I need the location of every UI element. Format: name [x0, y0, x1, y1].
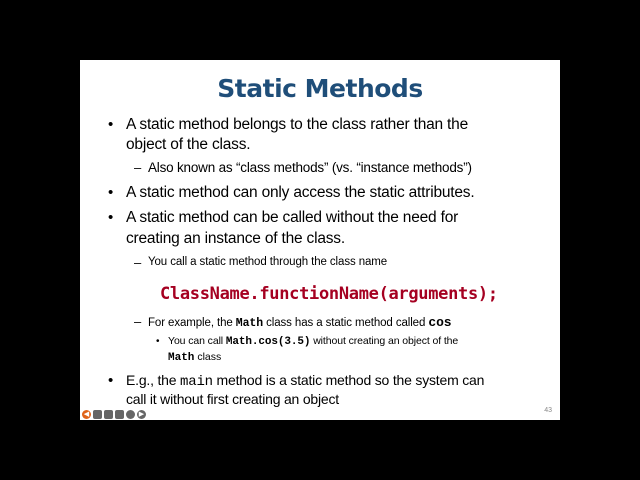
bullet-3-line-1: A static method can be called without the need for	[126, 209, 459, 226]
slide-number: 43	[544, 407, 552, 414]
code-cos: cos	[428, 315, 452, 330]
text: class has a static method called	[263, 317, 429, 329]
code-math: Math	[168, 352, 195, 364]
back-icon[interactable]: ◀	[83, 410, 90, 418]
bullet-1-line-2: object of the class.	[126, 136, 251, 153]
slide	[80, 60, 560, 420]
bullet-1-line-1: A static method belongs to the class rather than the	[126, 116, 469, 133]
bullet-3-subsub-line-2	[168, 351, 221, 364]
subsub-glyph: •	[156, 336, 160, 347]
bullet-glyph: •	[108, 116, 114, 133]
bullet-3-line-2: creating an instance of the class.	[126, 230, 345, 247]
dash-glyph: –	[134, 314, 142, 329]
dash-glyph: –	[134, 160, 142, 175]
bullet-4-line-1	[126, 372, 484, 390]
text: class	[194, 351, 222, 363]
dash-glyph: –	[134, 255, 142, 270]
bullet-glyph: •	[108, 372, 114, 389]
text: E.g., the	[126, 372, 181, 388]
text: method is a static method so the system can	[212, 372, 485, 388]
bullet-3-sub-1: You call a static method through the class name	[148, 256, 388, 268]
slide-title: Static Methods	[217, 74, 423, 103]
bullet-3-subsub-line-1	[168, 335, 458, 348]
bullet-glyph: •	[108, 209, 114, 226]
pen-icon[interactable]	[93, 410, 102, 419]
bullet-3-sub-2	[148, 315, 451, 330]
slideshow-toolbar	[82, 409, 146, 419]
code-example: ClassName.functionName(arguments);	[160, 284, 498, 304]
text: For example, the	[148, 317, 236, 329]
code-math-cos: Math.cos(3.5)	[225, 336, 311, 348]
bullet-glyph: •	[108, 184, 114, 201]
zoom-icon[interactable]	[115, 410, 124, 419]
forward-icon[interactable]: ▶	[138, 410, 145, 418]
text: without creating an object of the	[310, 335, 459, 347]
code-main: main	[180, 374, 213, 390]
code-math: Math	[235, 317, 264, 330]
bullet-4-line-2: call it without first creating an object	[126, 391, 339, 407]
text: You can call	[168, 335, 226, 347]
slides-icon[interactable]	[104, 410, 113, 419]
bullet-2: A static method can only access the static attributes.	[126, 184, 475, 201]
bullet-1-sub: Also known as “class methods” (vs. “instance methods”)	[148, 160, 472, 175]
menu-icon[interactable]	[126, 410, 135, 419]
